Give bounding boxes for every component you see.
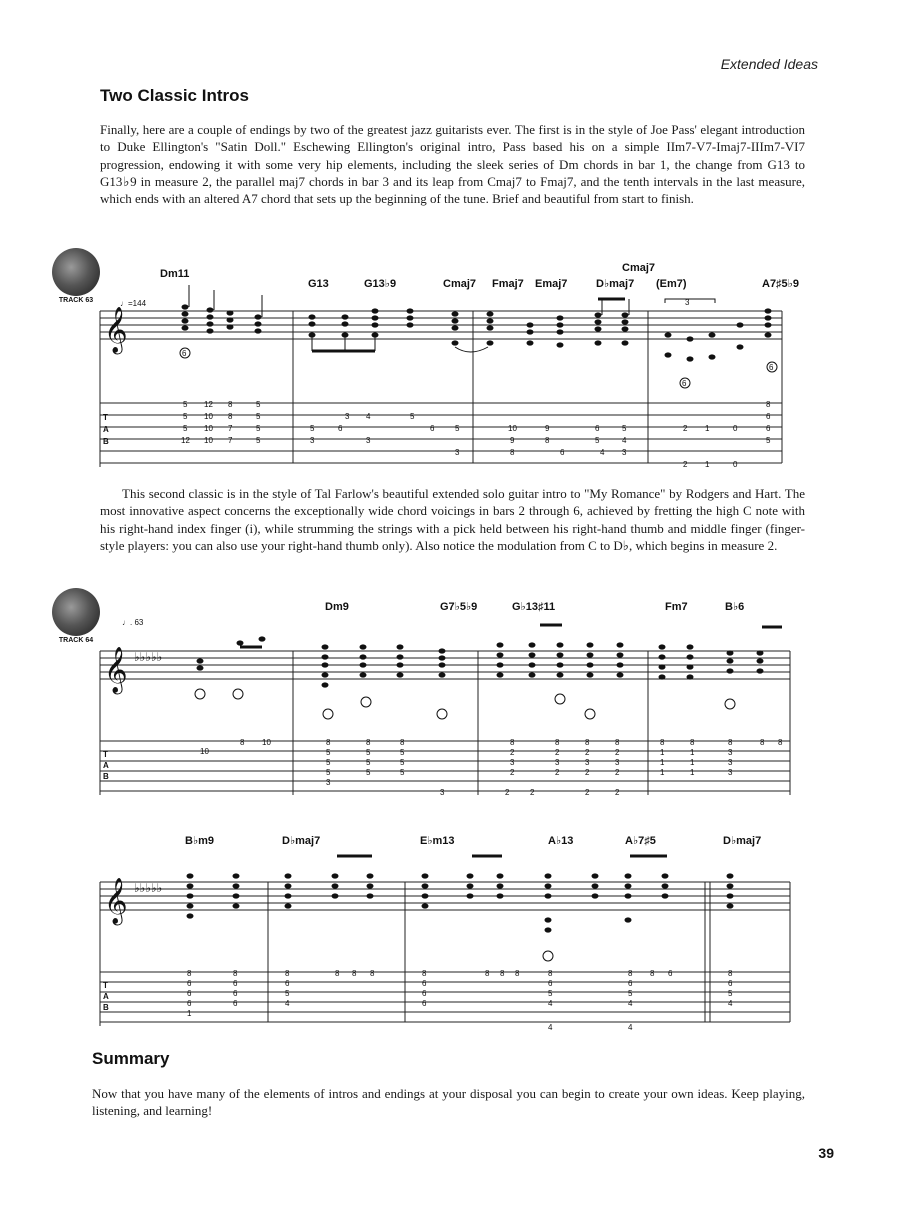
example-2-score	[0, 595, 900, 810]
svg-text:8: 8	[778, 738, 783, 747]
svg-text:5: 5	[256, 400, 261, 409]
svg-text:5: 5	[622, 424, 627, 433]
svg-text:8: 8	[366, 738, 371, 747]
tab-letter: A	[103, 425, 109, 434]
summary-title: Summary	[92, 1049, 170, 1068]
svg-text:1: 1	[705, 460, 710, 469]
svg-text:5: 5	[256, 412, 261, 421]
svg-text:3: 3	[310, 436, 315, 445]
svg-text:5: 5	[326, 758, 331, 767]
svg-text:2: 2	[505, 788, 510, 797]
summary-paragraph: Now that you have many of the elements of intros and endings at your disposal you can begin to create your own ideas. Keep playing, listening, and learning!	[92, 1086, 805, 1119]
chord-name: D♭maj7	[596, 278, 635, 290]
triplet-mark: 3	[685, 298, 690, 307]
svg-text:5: 5	[628, 989, 633, 998]
chord-name: A♭7♯5	[625, 835, 656, 847]
svg-text:3: 3	[615, 758, 620, 767]
svg-text:8: 8	[485, 969, 490, 978]
tab-letter: T	[103, 413, 108, 422]
svg-text:9: 9	[510, 436, 515, 445]
chord-name: B♭6	[725, 601, 745, 613]
example-1-score	[0, 255, 900, 475]
svg-text:1: 1	[690, 758, 695, 767]
svg-text:4: 4	[628, 999, 633, 1008]
svg-text:1: 1	[690, 748, 695, 757]
svg-text:5: 5	[400, 758, 405, 767]
page-number: 39	[818, 1145, 834, 1161]
svg-text:2: 2	[510, 768, 515, 777]
svg-text:10: 10	[204, 436, 213, 445]
svg-text:6: 6	[430, 424, 435, 433]
svg-text:7: 7	[228, 436, 233, 445]
svg-text:5: 5	[183, 400, 188, 409]
svg-text:2: 2	[585, 768, 590, 777]
notation-chords	[187, 856, 734, 961]
svg-text:10: 10	[508, 424, 517, 433]
chord-name: Cmaj7	[622, 262, 656, 274]
svg-text:4: 4	[628, 1023, 633, 1032]
chord-name: Emaj7	[535, 278, 568, 290]
svg-text:8: 8	[335, 969, 340, 978]
chord-name: Fm7	[665, 601, 688, 613]
svg-text:3: 3	[366, 436, 371, 445]
svg-text:5: 5	[410, 412, 415, 421]
svg-text:8: 8	[555, 738, 560, 747]
chord-name: A♭13	[548, 835, 574, 847]
svg-text:8: 8	[615, 738, 620, 747]
svg-text:3: 3	[440, 788, 445, 797]
chord-name: Fmaj7	[492, 278, 524, 290]
svg-text:6: 6	[560, 448, 565, 457]
svg-text:4: 4	[600, 448, 605, 457]
svg-text:6: 6	[728, 979, 733, 988]
svg-text:5: 5	[366, 768, 371, 777]
svg-text:2: 2	[530, 788, 535, 797]
svg-text:2: 2	[555, 768, 560, 777]
svg-text:8: 8	[548, 969, 553, 978]
svg-text:5: 5	[455, 424, 460, 433]
svg-text:2: 2	[615, 788, 620, 797]
svg-text:5: 5	[400, 748, 405, 757]
svg-text:6: 6	[285, 979, 290, 988]
running-head: Extended Ideas	[720, 56, 818, 72]
chord-name: (Em7)	[656, 278, 687, 290]
svg-text:8: 8	[240, 738, 245, 747]
tab-fret-numbers	[200, 738, 783, 797]
track-label: TRACK 63	[58, 297, 94, 304]
svg-text:5: 5	[766, 436, 771, 445]
svg-text:8: 8	[500, 969, 505, 978]
svg-text:3: 3	[326, 778, 331, 787]
svg-text:6: 6	[766, 412, 771, 421]
key-signature: ♭♭♭♭♭	[134, 881, 163, 895]
section-title: Two Classic Intros	[100, 86, 249, 105]
treble-clef-icon: 𝄞	[104, 307, 128, 353]
svg-text:2: 2	[683, 460, 688, 469]
svg-text:1: 1	[705, 424, 710, 433]
svg-text:9: 9	[545, 424, 550, 433]
svg-text:6: 6	[595, 424, 600, 433]
svg-text:5: 5	[310, 424, 315, 433]
chord-name: Cmaj7	[443, 278, 477, 290]
svg-text:6: 6	[769, 363, 774, 372]
chord-name: G♭13♯11	[512, 601, 556, 613]
svg-text:2: 2	[615, 748, 620, 757]
example-3-score	[0, 830, 900, 1040]
svg-text:10: 10	[204, 424, 213, 433]
tab-fret-numbers	[181, 400, 771, 469]
svg-text:1: 1	[660, 758, 665, 767]
svg-text:8: 8	[228, 412, 233, 421]
svg-text:6: 6	[338, 424, 343, 433]
treble-clef-icon: 𝄞	[104, 878, 128, 924]
svg-text:8: 8	[400, 738, 405, 747]
svg-text:8: 8	[545, 436, 550, 445]
tempo-marking: ♩. 63	[122, 618, 144, 627]
chord-name: G7♭5♭9	[440, 601, 478, 613]
svg-text:6: 6	[187, 989, 192, 998]
svg-text:8: 8	[285, 969, 290, 978]
svg-text:5: 5	[366, 748, 371, 757]
svg-text:5: 5	[400, 768, 405, 777]
tab-staff	[100, 972, 790, 1022]
svg-text:2: 2	[555, 748, 560, 757]
tab-letter: T	[103, 981, 108, 990]
svg-text:8: 8	[515, 969, 520, 978]
svg-text:8: 8	[510, 738, 515, 747]
notation-staff	[100, 311, 782, 339]
notation-staff	[100, 882, 790, 910]
svg-text:8: 8	[422, 969, 427, 978]
svg-text:6: 6	[422, 999, 427, 1008]
svg-text:6: 6	[233, 999, 238, 1008]
svg-text:3: 3	[728, 748, 733, 757]
chord-name: B♭m9	[185, 835, 215, 847]
svg-text:12: 12	[204, 400, 213, 409]
svg-text:3: 3	[345, 412, 350, 421]
svg-text:5: 5	[285, 989, 290, 998]
svg-text:5: 5	[256, 424, 261, 433]
svg-text:10: 10	[200, 747, 209, 756]
svg-text:7: 7	[228, 424, 233, 433]
tab-letter: T	[103, 750, 108, 759]
tab-letter: A	[103, 992, 109, 1001]
svg-text:8: 8	[760, 738, 765, 747]
notation-chords	[180, 285, 777, 388]
svg-text:4: 4	[728, 999, 733, 1008]
tab-staff	[100, 403, 782, 463]
svg-text:6: 6	[422, 989, 427, 998]
svg-text:5: 5	[548, 989, 553, 998]
svg-text:6: 6	[628, 979, 633, 988]
svg-text:10: 10	[262, 738, 271, 747]
svg-text:4: 4	[622, 436, 627, 445]
svg-text:3: 3	[455, 448, 460, 457]
svg-text:2: 2	[615, 768, 620, 777]
svg-text:4: 4	[366, 412, 371, 421]
svg-text:8: 8	[660, 738, 665, 747]
svg-text:6: 6	[187, 979, 192, 988]
svg-text:3: 3	[728, 768, 733, 777]
svg-text:8: 8	[233, 969, 238, 978]
svg-text:6: 6	[187, 999, 192, 1008]
svg-text:6: 6	[233, 989, 238, 998]
svg-text:6: 6	[766, 424, 771, 433]
svg-text:5: 5	[326, 748, 331, 757]
chord-name: E♭m13	[420, 835, 455, 847]
svg-text:8: 8	[326, 738, 331, 747]
svg-text:2: 2	[585, 788, 590, 797]
second-paragraph: This second classic is in the style of Tal Farlow's beautiful extended solo guitar intro to "My Romance" by Rodgers and Hart. The most innovative aspect concerns the exceptionally wide chord voicings in bars 2 through 6, achieved by fretting the high C note with his right-hand index finger (i), while strumming the strings with a pick held between his right-hand thumb and middle finger (finger-style players: you can also use your right-hand thumb only). Also notice the modulation from C to D♭, which begins in measure 2.	[100, 486, 805, 553]
svg-text:8: 8	[187, 969, 192, 978]
chord-name: D♭maj7	[282, 835, 321, 847]
svg-text:5: 5	[595, 436, 600, 445]
svg-text:5: 5	[183, 424, 188, 433]
svg-text:0: 0	[733, 424, 738, 433]
tab-fret-numbers	[187, 969, 733, 1032]
svg-text:5: 5	[728, 989, 733, 998]
chord-name: G13♭9	[364, 278, 397, 290]
svg-text:5: 5	[256, 436, 261, 445]
svg-text:2: 2	[683, 424, 688, 433]
intro-paragraph: Finally, here are a couple of endings by two of the greatest jazz guitarists ever. The first is in the style of Joe Pass' elegant introduction to Duke Ellington's "Satin Doll." Eschewing Ellington's original intro, Pass based his on a simple IIm7-V7-Imaj7-IIIm7-VI7 progression, endowing it with some very hip elements, including the sleek series of Dm chords in bar 1, the change from G13 to G13♭9 in measure 2, the parallel maj7 chords in bar 3 and its leap from Cmaj7 to Fmaj7, and the tenth intervals in the last measure, which ends with an altered A7 chord that sets up the beginning of the tune. Brief and beautiful from start to finish.	[100, 122, 805, 207]
svg-text:6: 6	[182, 349, 187, 358]
key-signature: ♭♭♭♭♭	[134, 650, 163, 664]
svg-text:8: 8	[650, 969, 655, 978]
svg-text:8: 8	[628, 969, 633, 978]
svg-text:8: 8	[690, 738, 695, 747]
svg-text:8: 8	[370, 969, 375, 978]
treble-clef-icon: 𝄞	[104, 647, 128, 693]
tab-letter: B	[103, 437, 109, 446]
svg-text:3: 3	[585, 758, 590, 767]
tempo-marking: ♩=144	[120, 299, 147, 308]
svg-text:1: 1	[187, 1009, 192, 1018]
svg-text:1: 1	[660, 748, 665, 757]
tab-letter: B	[103, 1003, 109, 1012]
tab-letter: B	[103, 772, 109, 781]
svg-text:6: 6	[422, 979, 427, 988]
svg-text:5: 5	[366, 758, 371, 767]
svg-text:2: 2	[585, 748, 590, 757]
chord-name: G13	[308, 278, 329, 290]
svg-text:5: 5	[326, 768, 331, 777]
svg-text:4: 4	[548, 999, 553, 1008]
svg-text:10: 10	[204, 412, 213, 421]
svg-text:1: 1	[660, 768, 665, 777]
svg-text:6: 6	[233, 979, 238, 988]
svg-text:6: 6	[668, 969, 673, 978]
chord-name: A7♯5♭9	[762, 278, 799, 290]
svg-text:1: 1	[690, 768, 695, 777]
svg-text:3: 3	[728, 758, 733, 767]
svg-text:3: 3	[555, 758, 560, 767]
svg-text:6: 6	[548, 979, 553, 988]
svg-text:5: 5	[183, 412, 188, 421]
svg-text:0: 0	[733, 460, 738, 469]
svg-text:6: 6	[682, 379, 687, 388]
svg-text:3: 3	[622, 448, 627, 457]
svg-text:3: 3	[510, 758, 515, 767]
chord-name: Dm11	[160, 268, 190, 280]
tab-letter: A	[103, 761, 109, 770]
svg-text:8: 8	[228, 400, 233, 409]
svg-text:8: 8	[585, 738, 590, 747]
chord-name: D♭maj7	[723, 835, 762, 847]
svg-text:2: 2	[510, 748, 515, 757]
chord-name: Dm9	[325, 601, 349, 613]
svg-text:4: 4	[548, 1023, 553, 1032]
svg-text:8: 8	[510, 448, 515, 457]
svg-text:12: 12	[181, 436, 190, 445]
svg-text:8: 8	[766, 400, 771, 409]
svg-text:8: 8	[352, 969, 357, 978]
svg-text:8: 8	[728, 969, 733, 978]
track-label: TRACK 64	[58, 637, 94, 644]
svg-text:8: 8	[728, 738, 733, 747]
svg-text:4: 4	[285, 999, 290, 1008]
